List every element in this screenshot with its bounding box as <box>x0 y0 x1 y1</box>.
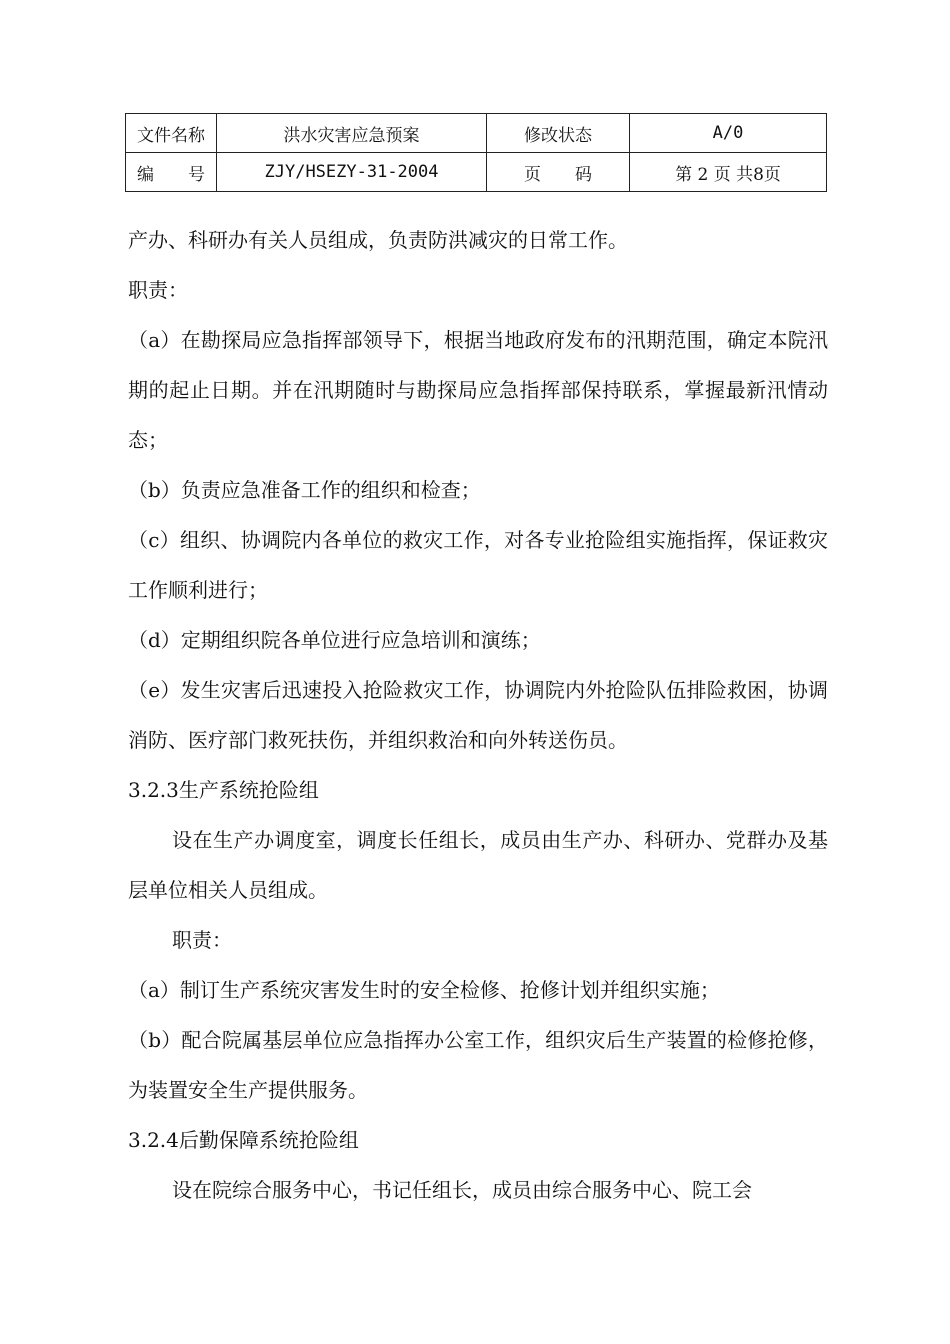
paragraph-continuation: 产办、科研办有关人员组成，负责防洪减灾的日常工作。 <box>128 228 628 252</box>
duty-item-e: （e）发生灾害后迅速投入抢险救灾工作，协调院内外抢险队伍排险救困，协调消防、医疗部门救死扶伤，并组织救治和向外转送伤员。 <box>128 678 828 752</box>
code-label: 编 号 <box>126 153 217 192</box>
duties-heading: 职责： <box>128 278 188 302</box>
doc-name-value: 洪水灾害应急预案 <box>217 114 487 153</box>
code-value: ZJY/HSEZY-31-2004 <box>217 153 487 192</box>
page-value: 第 2 页 共8页 <box>630 153 827 192</box>
section-3-2-3-paragraph: 设在生产办调度室，调度长任组长，成员由生产办、科研办、党群办及基层单位相关人员组成。 <box>128 828 828 902</box>
production-duty-a: （a）制订生产系统灾害发生时的安全检修、抢修计划并组织实施； <box>128 978 720 1002</box>
duty-item-a: （a）在勘探局应急指挥部领导下，根据当地政府发布的汛期范围，确定本院汛期的起止日期。并在汛期随时与勘探局应急指挥部保持联系，掌握最新汛情动态； <box>128 328 828 452</box>
doc-name-label: 文件名称 <box>126 114 217 153</box>
duty-item-c: （c）组织、协调院内各单位的救灾工作，对各专业抢险组实施指挥，保证救灾工作顺利进行； <box>128 528 828 602</box>
header-row-2 <box>126 153 827 192</box>
duties-heading-2: 职责： <box>172 928 232 952</box>
section-3-2-4-paragraph: 设在院综合服务中心，书记任组长，成员由综合服务中心、院工会 <box>172 1178 752 1202</box>
production-duty-b: （b）配合院属基层单位应急指挥办公室工作，组织灾后生产装置的检修抢修，为装置安全生产提供服务。 <box>128 1028 828 1102</box>
section-heading-3-2-4: 3.2.4后勤保障系统抢险组 <box>128 1128 359 1152</box>
duty-item-b: （b）负责应急准备工作的组织和检查； <box>128 478 481 502</box>
revision-label: 修改状态 <box>487 114 630 153</box>
section-heading-3-2-3: 3.2.3生产系统抢险组 <box>128 778 319 802</box>
duty-item-d: （d）定期组织院各单位进行应急培训和演练； <box>128 628 541 652</box>
document-header-table <box>125 113 827 192</box>
revision-value: A/0 <box>630 114 827 153</box>
header-row-1 <box>126 114 827 153</box>
page-label: 页 码 <box>487 153 630 192</box>
document-body <box>128 215 828 1215</box>
